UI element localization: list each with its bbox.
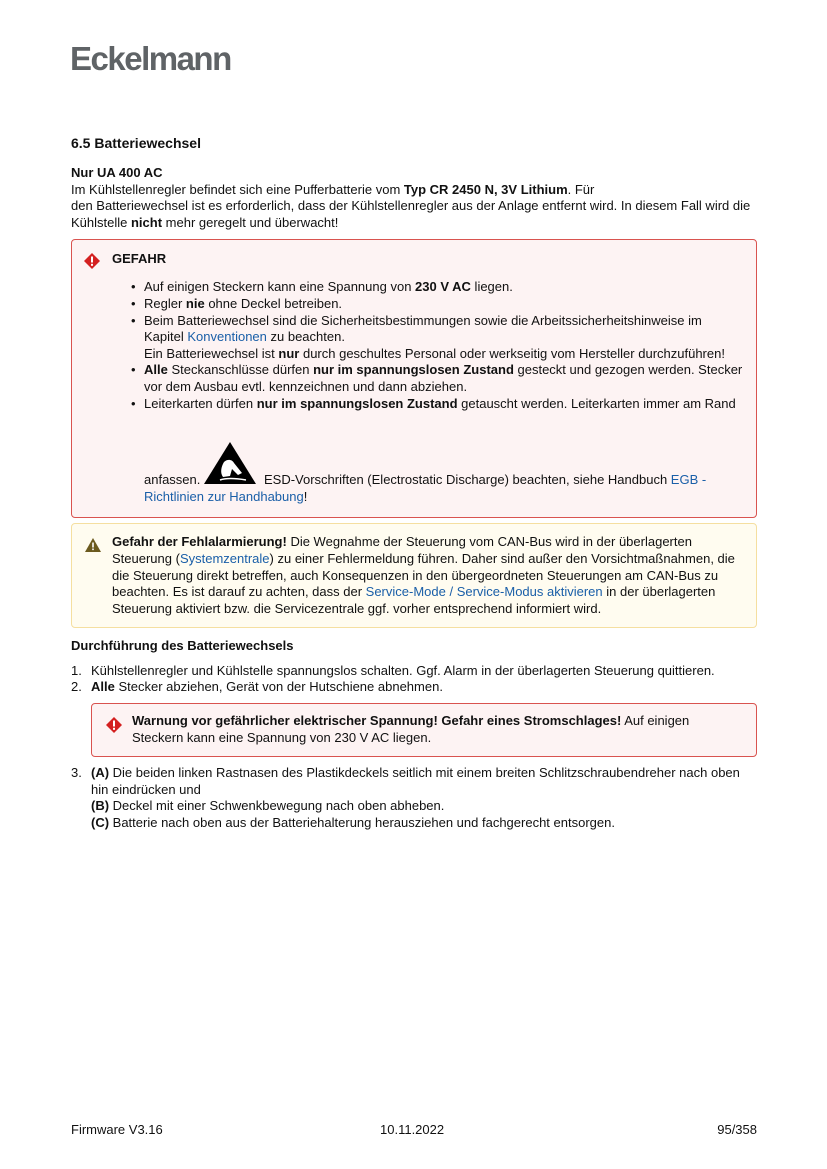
warning-box xyxy=(71,523,757,628)
footer-date: 10.11.2022 xyxy=(380,1122,445,1137)
danger-list xyxy=(84,279,744,505)
step-item xyxy=(71,679,757,757)
danger-bullet xyxy=(131,362,744,395)
procedure-title: Durchführung des Batteriewechsels xyxy=(71,638,294,654)
danger-icon xyxy=(84,253,100,269)
text-run: . Für xyxy=(567,181,595,197)
text-run: ! xyxy=(303,488,308,504)
text-run: Ein Batteriewechsel ist xyxy=(144,345,279,361)
esd-warning-icon xyxy=(202,440,258,486)
text-run: Die beiden linken Rastnasen des Plastikdeckels seitlich mit einem breiten Schlitzschraubendreher nach oben hin eindrücken und xyxy=(91,765,740,797)
procedure-steps xyxy=(71,663,757,832)
text-run: Batterie nach oben aus der Batteriehalterung herausziehen und fachgerecht entsorgen. xyxy=(109,815,615,831)
text-run: Im Kühlstellenregler befindet sich eine Pufferbatterie vom xyxy=(71,181,404,197)
cross-reference-link[interactable]: Systemzentrale xyxy=(179,550,270,566)
danger-bullet xyxy=(131,296,744,313)
bold-text: nie xyxy=(185,295,205,311)
footer-page-number: 95/358 xyxy=(717,1122,757,1137)
voltage-warning-box xyxy=(91,703,757,757)
step-item xyxy=(71,663,757,680)
text-run: zu beachten. xyxy=(266,329,345,345)
cross-reference-link[interactable]: Konventionen xyxy=(187,329,267,345)
step-text xyxy=(91,663,715,678)
text-run: mehr geregelt und überwacht! xyxy=(162,214,339,230)
text-run: Regler xyxy=(144,295,186,311)
bold-text: Typ CR 2450 N, 3V Lithium xyxy=(403,181,568,197)
cross-reference-link[interactable]: Service-Mode / Service-Modus aktivieren xyxy=(365,584,603,600)
warning-triangle-icon xyxy=(85,538,101,552)
bold-text: Alle xyxy=(91,679,115,695)
intro-paragraph xyxy=(71,182,757,232)
bold-text: (B) xyxy=(91,798,110,814)
subheading: Nur UA 400 AC xyxy=(71,165,163,180)
bold-text: nur xyxy=(278,345,300,361)
bold-text: Warnung vor gefährlicher elektrischer Spannung! Gefahr eines Stromschlages! xyxy=(132,713,622,729)
section-heading: 6.5 Batteriewechsel xyxy=(71,135,201,151)
text-run: Die Wegnahme der Steuerung vom CAN-Bus wird in der überlagerten Steuerung ( xyxy=(112,534,692,566)
text-run: Auf einigen Steckern kann eine Spannung von xyxy=(144,279,416,295)
page-content xyxy=(71,134,757,832)
text-run: gesteckt und gezogen werden. Stecker vor dem Ausbau evtl. kennzeichnen und dann abziehen. xyxy=(144,362,743,394)
step-number: 3. xyxy=(71,765,82,781)
text-run: getauscht werden. Leiterkarten immer am Rand anfassen. xyxy=(144,395,736,488)
step-number: 1. xyxy=(71,662,82,678)
bold-text: nur im spannungslosen Zustand xyxy=(313,362,514,378)
bold-text: (C) xyxy=(91,815,110,831)
warning-text xyxy=(112,534,744,617)
bold-text: (A) xyxy=(91,765,110,781)
text-run: Deckel mit einer Schwenkbewegung nach oben abheben. xyxy=(109,798,445,814)
danger-bullet xyxy=(131,279,744,296)
danger-bullet xyxy=(131,396,744,506)
footer-firmware: Firmware V3.16 xyxy=(71,1122,163,1137)
text-run: Leiterkarten dürfen xyxy=(144,395,257,411)
text-run: Stecker abziehen, Gerät von der Hutschiene abnehmen. xyxy=(114,679,443,695)
danger-box xyxy=(71,239,757,518)
step-text xyxy=(91,765,740,830)
text-run: Auf einigen Steckern kann eine Spannung von 230 V AC liegen. xyxy=(132,713,690,745)
step-number: 2. xyxy=(71,679,82,695)
bold-text: nicht xyxy=(130,214,163,230)
eckelmann-logo: Eckelmann xyxy=(70,40,231,77)
text-run: den Batteriewechsel ist es erforderlich, dass der Kühlstellenregler aus der Anlage entfernt wird. In diesem Fall wird die Kühlstelle xyxy=(71,198,751,230)
text-run: ohne Deckel betreiben. xyxy=(204,295,343,311)
step-item xyxy=(71,765,757,831)
text-run: durch geschultes Personal oder werkseitig vom Hersteller durchzuführen! xyxy=(299,345,725,361)
bold-text: Gefahr der Fehlalarmierung! xyxy=(112,534,287,550)
bold-text: nur im spannungslosen Zustand xyxy=(256,395,458,411)
text-run: ) zu einer Fehlermeldung führen. Daher sind außer den Vorsichtmaßnahmen, die die Steuerung direkt betreffen, auch Konsequenzen in den übergeordneten Steuerungen am CAN-Bus zu beachten. Es ist darauf zu achten, dass der xyxy=(112,550,735,600)
text-run: Beim Batteriewechsel sind die Sicherheitsbestimmungen sowie die Arbeitssicherheitshinweise im Kapitel xyxy=(144,312,702,345)
text-run: Kühlstellenregler und Kühlstelle spannungslos schalten. Ggf. Alarm in der überlagerten Steuerung quittieren. xyxy=(91,662,715,678)
text-run: in der überlagerten Steuerung aktiviert bzw. die Servicezentrale ggf. vorher entsprechend informiert wird. xyxy=(112,584,716,616)
text-run: liegen. xyxy=(470,279,513,295)
step-text xyxy=(91,679,443,694)
bold-text: Alle xyxy=(144,362,168,378)
voltage-warning-text xyxy=(132,713,744,746)
danger-bullet xyxy=(131,313,744,363)
text-run: Steckanschlüsse dürfen xyxy=(167,362,314,378)
text-run: ESD-Vorschriften (Electrostatic Discharge) beachten, siehe Handbuch xyxy=(260,472,671,488)
danger-title: GEFAHR xyxy=(112,251,167,267)
bold-text: 230 V AC xyxy=(415,279,471,295)
cross-reference-link[interactable]: EGB - Richtlinien zur Handhabung xyxy=(144,472,707,504)
danger-icon xyxy=(106,717,122,733)
